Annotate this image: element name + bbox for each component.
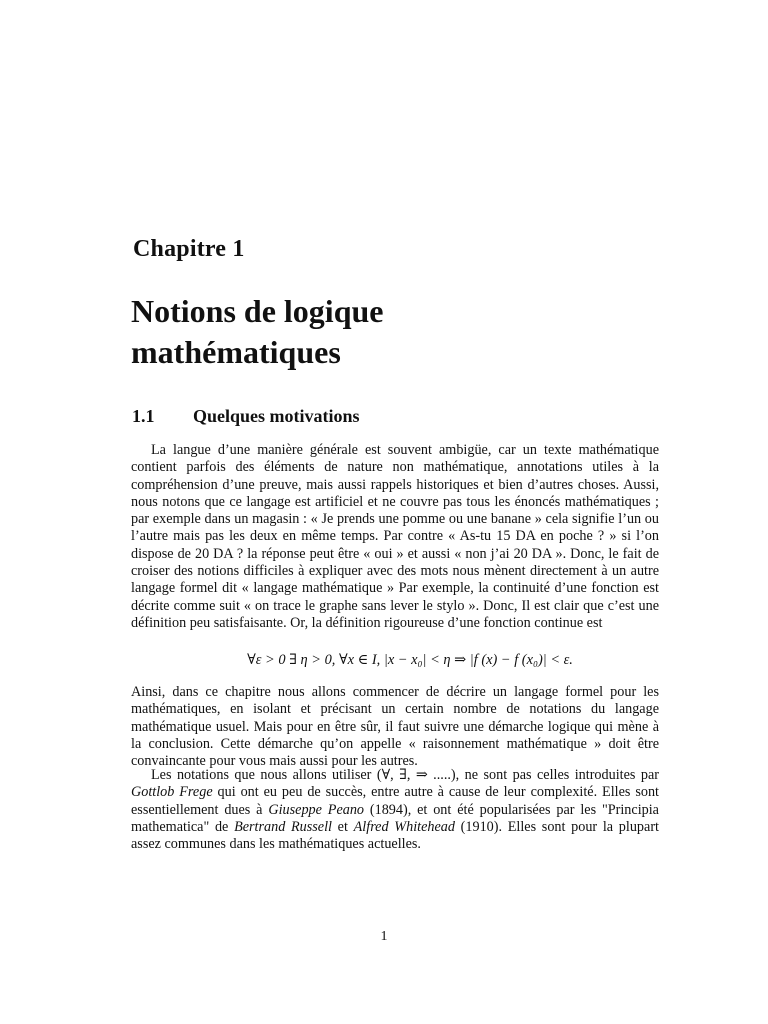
section-title: Quelques motivations bbox=[193, 406, 360, 426]
paragraph-chapter-plan: Ainsi, dans ce chapitre nous allons commencer de décrire un langage formel pour les mathématiques, en isolant et précisant un certain nombre de notations du langage mathématique usuel. Mais pour en être sûr, il faut suivre une démarche logique qui mène à la conclusion. Cette démarche qu’on appelle « raisonnement mathématique » doit être convaincante pour vous mais aussi pour les autres. bbox=[131, 684, 659, 770]
notations-text-5: (1910). Elles sont pour la plupart assez communes dans les mathématiques actuelles. bbox=[131, 818, 659, 853]
chapter-title-line-1: Notions de logique bbox=[131, 293, 384, 329]
notations-text-1: Les notations que nous allons utiliser (∀, ∃, ⇒ .....), ne sont pas celles introduites par bbox=[151, 767, 659, 783]
chapter-title-line-2: mathématiques bbox=[131, 334, 341, 370]
author-whitehead: Alfred Whitehead bbox=[353, 818, 455, 835]
notations-text-2: qui ont eu peu de succès, entre autre à cause de leur complexité. Elles sont essentiellement dues à bbox=[131, 784, 659, 818]
notations-text-3: (1894), et ont été popularisées par les "Principia mathematica" de bbox=[131, 801, 659, 835]
chapter-title bbox=[131, 291, 651, 373]
notations-text-4: et bbox=[331, 818, 354, 835]
page-number: 1 bbox=[380, 929, 388, 944]
continuity-formula: ∀ε > 0 ∃ η > 0, ∀x ∈ I, |x − x₀| < η ⇒ |f (x) − f (x₀)| < ε. bbox=[247, 652, 573, 668]
section-number: 1.1 bbox=[132, 406, 155, 426]
author-frege: Gottlob Frege bbox=[131, 784, 213, 801]
chapter-label: Chapitre 1 bbox=[133, 236, 245, 262]
paragraph-intro: La langue d’une manière générale est souvent ambigüe, car un texte mathématique contient parfois des éléments de nature non mathématique, annotations utiles à la compréhension d’une preuve, mais aussi rappels historiques et bien d’autres choses. Aussi, nous notons que ce langage est artificiel et ne couvre pas tous les énoncés mathématiques ; par exemple dans un magasin : « Je prends une pomme ou une banane » cela signifie l’un ou l’autre mais pas les deux en même temps. Par contre « As-tu 15 DA en poche ? » si l’on dispose de 20 DA ? la réponse peut être « oui » et aussi « non j’ai 20 DA ». Donc, le fait de croiser des notions difficiles à expliquer avec des mots nous mènent directement à un autre langage formel dit « langage mathématique » Par exemple, la continuité d’une fonction est décrite comme suit « on trace le graphe sans lever le stylo ». Donc, Il est clair que c’est une définition peu satisfaisante. Or, la définition rigoureuse d’une fonction continue est bbox=[131, 442, 659, 631]
author-russell: Bertrand Russell bbox=[234, 818, 332, 835]
paragraph-notations bbox=[131, 767, 659, 853]
author-peano: Giuseppe Peano bbox=[268, 801, 365, 818]
section-heading bbox=[132, 406, 360, 427]
